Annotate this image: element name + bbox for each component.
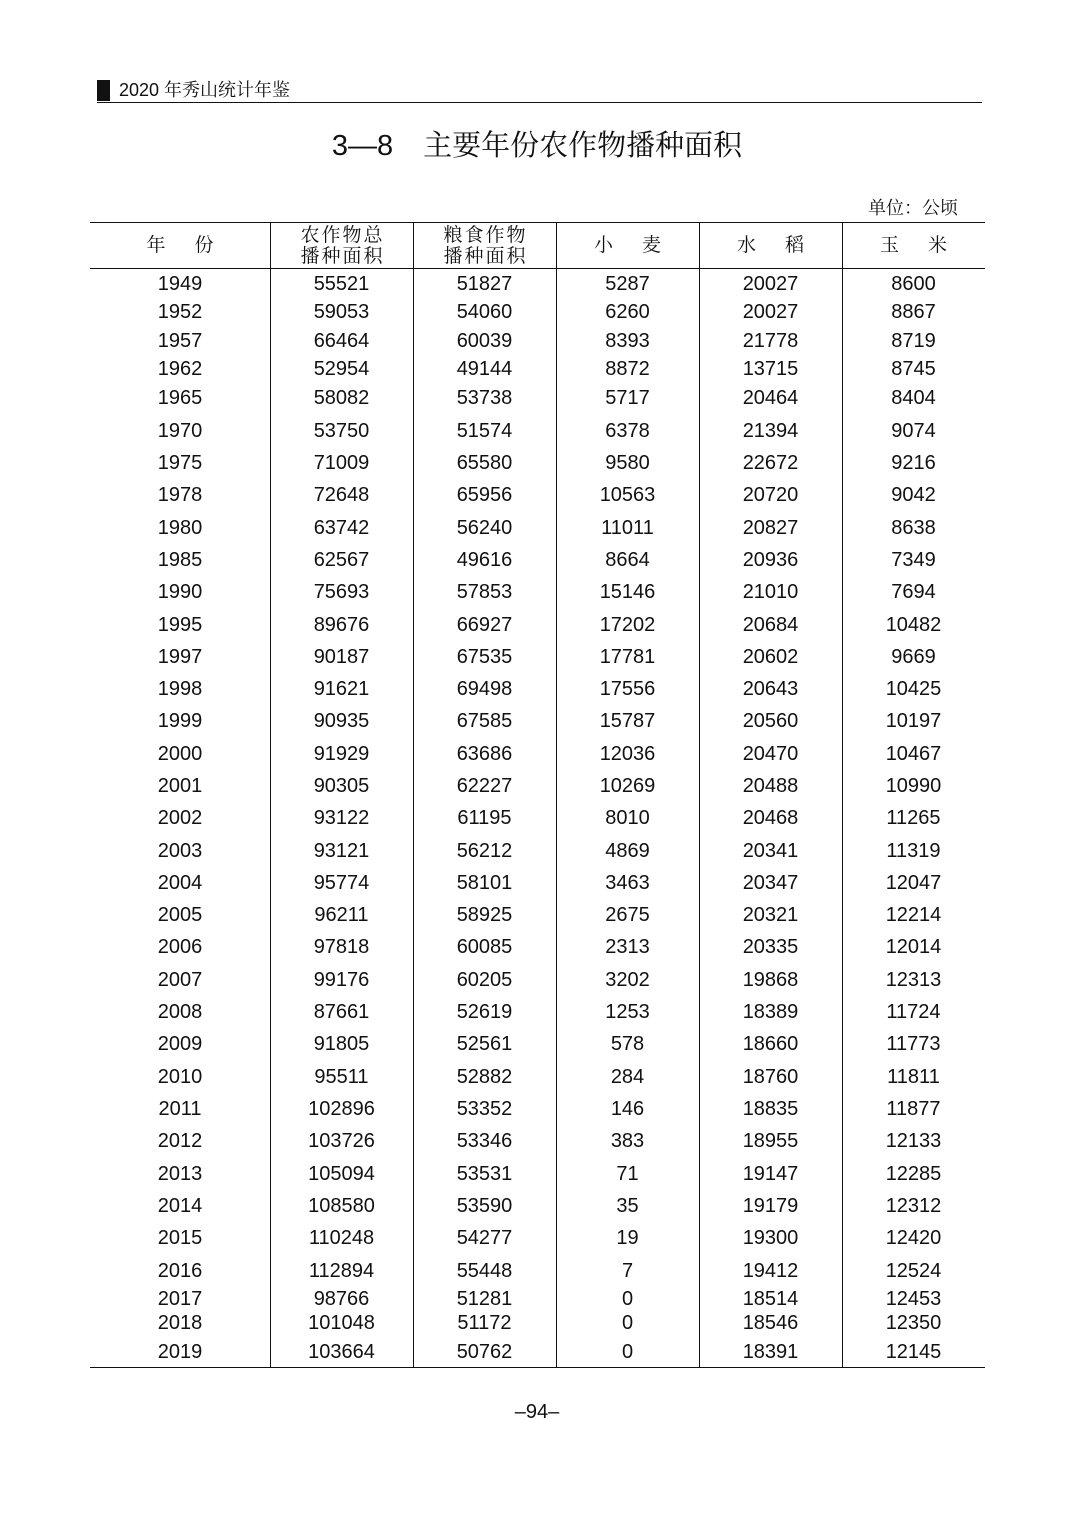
table-title: 主要年份农作物播种面积 [423,130,743,162]
cell-total-sown: 53750 [313,419,370,442]
table-row [90,870,985,896]
cell-wheat: 17202 [599,613,656,636]
table-row [90,1310,985,1336]
cell-total-sown: 90187 [313,645,370,668]
cell-grain-sown: 51281 [456,1287,513,1310]
cell-grain-sown: 55448 [456,1259,513,1282]
cell-rice: 19147 [742,1162,799,1185]
table-row [90,1096,985,1122]
cell-total-sown: 93121 [313,839,370,862]
cell-grain-sown: 53346 [456,1129,513,1152]
cell-wheat: 71 [616,1162,639,1185]
cell-wheat: 15787 [599,709,656,732]
cell-year: 1978 [157,483,203,506]
cell-year: 2006 [157,935,203,958]
cell-total-sown: 89676 [313,613,370,636]
cell-corn: 8745 [891,357,936,380]
header-grain-sown: 粮食作物 播种面积 [443,223,528,267]
cell-wheat: 10563 [599,483,656,506]
header-year: 年 份 [146,234,219,256]
cell-total-sown: 105094 [308,1162,375,1185]
cell-grain-sown: 56240 [456,516,513,539]
cell-total-sown: 72648 [313,483,370,506]
cell-total-sown: 103726 [308,1129,375,1152]
table-row [90,579,985,605]
cell-total-sown: 66464 [313,329,370,352]
cell-wheat: 0 [621,1311,634,1334]
cell-corn: 11773 [886,1032,941,1055]
cell-year: 2001 [157,774,203,797]
cell-year: 1980 [157,516,203,539]
cell-corn: 11811 [887,1065,940,1088]
cell-corn: 11319 [886,839,941,862]
cell-rice: 20321 [742,903,799,926]
cell-grain-sown: 53738 [456,386,513,409]
table-row [90,515,985,541]
cell-year: 2000 [157,742,203,765]
cell-rice: 19412 [742,1259,799,1282]
cell-corn: 8719 [891,329,936,352]
cell-total-sown: 91621 [313,677,370,700]
cell-wheat: 5717 [605,386,650,409]
table-row [90,356,985,382]
cell-rice: 18546 [742,1311,799,1334]
cell-year: 1965 [157,386,203,409]
cell-grain-sown: 50762 [456,1340,513,1363]
cell-corn: 12313 [885,968,942,991]
header-wheat: 小 麦 [593,234,666,256]
cell-total-sown: 97818 [313,935,370,958]
cell-year: 2011 [158,1097,202,1120]
cell-grain-sown: 52561 [456,1032,513,1055]
cell-total-sown: 95511 [314,1065,369,1088]
table-row [90,1225,985,1251]
data-table [90,222,985,1368]
cell-rice: 18660 [742,1032,799,1055]
table-row [90,1128,985,1154]
table-row [90,838,985,864]
cell-total-sown: 110248 [308,1226,375,1249]
cell-year: 1998 [157,677,203,700]
cell-rice: 21778 [742,329,799,352]
cell-total-sown: 99176 [313,968,370,991]
cell-rice: 18760 [742,1065,799,1088]
cell-corn: 10425 [885,677,942,700]
table-row [90,482,985,508]
cell-year: 2014 [157,1194,203,1217]
cell-corn: 12133 [885,1129,942,1152]
header-rice: 水 稻 [736,234,809,256]
cell-grain-sown: 60039 [456,329,513,352]
table-row [90,418,985,444]
cell-rice: 18389 [742,1000,799,1023]
cell-total-sown: 55521 [313,272,370,295]
cell-corn: 9074 [891,419,936,442]
cell-grain-sown: 49616 [456,548,513,571]
cell-year: 1952 [157,300,203,323]
cell-total-sown: 91929 [313,742,370,765]
cell-wheat: 0 [621,1287,634,1310]
cell-year: 2005 [157,903,203,926]
cell-total-sown: 52954 [313,357,370,380]
table-row [90,547,985,573]
cell-grain-sown: 52882 [456,1065,513,1088]
cell-rice: 20560 [742,709,799,732]
cell-total-sown: 98766 [313,1287,370,1310]
running-header-title: 2020 年秀山统计年鉴 [119,80,291,100]
table-row [90,773,985,799]
cell-year: 1949 [157,272,203,295]
cell-rice: 18391 [742,1340,799,1363]
cell-wheat: 4869 [605,839,650,862]
cell-rice: 20347 [742,871,799,894]
cell-wheat: 15146 [599,580,656,603]
cell-year: 2019 [157,1340,203,1363]
cell-corn: 12350 [885,1311,942,1334]
table-row [90,1286,985,1312]
table-row [90,644,985,670]
cell-wheat: 8664 [605,548,650,571]
cell-rice: 20602 [742,645,799,668]
table-row [90,1031,985,1057]
cell-grain-sown: 52619 [456,1000,513,1023]
cell-rice: 21010 [742,580,799,603]
cell-rice: 22672 [742,451,799,474]
cell-total-sown: 58082 [313,386,370,409]
cell-rice: 20936 [742,548,799,571]
cell-total-sown: 71009 [313,451,370,474]
table-row [90,1339,985,1365]
cell-rice: 20464 [742,386,799,409]
cell-wheat: 12036 [599,742,656,765]
cell-wheat: 8393 [605,329,650,352]
cell-total-sown: 93122 [313,806,370,829]
cell-year: 1985 [157,548,203,571]
cell-corn: 12214 [885,903,942,926]
cell-corn: 12047 [885,871,942,894]
cell-year: 2018 [157,1311,203,1334]
cell-wheat: 578 [610,1032,645,1055]
cell-corn: 9216 [891,451,936,474]
cell-corn: 8867 [891,300,936,323]
cell-rice: 20470 [742,742,799,765]
cell-corn: 12014 [885,935,942,958]
cell-corn: 8600 [891,272,936,295]
cell-wheat: 9580 [605,451,650,474]
cell-year: 1962 [157,357,203,380]
cell-grain-sown: 61195 [457,806,512,829]
cell-corn: 8404 [891,386,936,409]
cell-wheat: 19 [616,1226,639,1249]
cell-total-sown: 101048 [308,1311,375,1334]
table-row [90,805,985,831]
cell-rice: 13715 [742,357,799,380]
cell-total-sown: 112894 [308,1259,375,1282]
cell-grain-sown: 60085 [456,935,513,958]
cell-grain-sown: 49144 [456,357,513,380]
running-header-rule [97,102,982,103]
cell-rice: 20827 [742,516,799,539]
cell-year: 1957 [157,329,203,352]
cell-total-sown: 96211 [314,903,369,926]
cell-corn: 11265 [886,806,941,829]
cell-grain-sown: 58101 [456,871,513,894]
cell-total-sown: 62567 [313,548,370,571]
table-number: 3—8 [331,130,394,162]
cell-total-sown: 75693 [313,580,370,603]
cell-grain-sown: 67535 [456,645,513,668]
table-row [90,1161,985,1187]
cell-corn: 7349 [891,548,936,571]
cell-grain-sown: 51574 [456,419,513,442]
cell-grain-sown: 53531 [456,1162,513,1185]
cell-total-sown: 59053 [313,300,370,323]
table-row [90,741,985,767]
cell-year: 1990 [157,580,203,603]
table-row [90,1064,985,1090]
cell-corn: 8638 [891,516,936,539]
cell-grain-sown: 51827 [456,272,513,295]
cell-rice: 20684 [742,613,799,636]
cell-year: 1997 [157,645,203,668]
table-row [90,934,985,960]
cell-total-sown: 87661 [313,1000,370,1023]
cell-corn: 10197 [885,709,942,732]
cell-wheat: 383 [610,1129,645,1152]
cell-grain-sown: 54060 [456,300,513,323]
cell-year: 1999 [157,709,203,732]
page-title [0,128,1074,164]
cell-corn: 10482 [885,613,942,636]
table-row [90,676,985,702]
cell-corn: 11877 [886,1097,941,1120]
cell-rice: 20643 [742,677,799,700]
cell-rice: 20335 [742,935,799,958]
unit-label: 单位：公顷 [868,198,958,218]
cell-grain-sown: 67585 [456,709,513,732]
cell-rice: 21394 [742,419,799,442]
cell-grain-sown: 65956 [456,483,513,506]
cell-grain-sown: 54277 [456,1226,513,1249]
cell-wheat: 2675 [605,903,650,926]
table-row [90,271,985,297]
cell-wheat: 0 [621,1340,634,1363]
cell-corn: 12524 [885,1259,942,1282]
cell-grain-sown: 62227 [456,774,513,797]
cell-wheat: 3463 [605,871,650,894]
cell-wheat: 35 [616,1194,639,1217]
cell-grain-sown: 51172 [457,1311,512,1334]
cell-grain-sown: 58925 [456,903,513,926]
cell-year: 2017 [157,1287,203,1310]
cell-rice: 19179 [742,1194,799,1217]
cell-rice: 20488 [742,774,799,797]
cell-wheat: 17781 [599,645,656,668]
cell-year: 2004 [157,871,203,894]
cell-wheat: 146 [610,1097,645,1120]
cell-wheat: 11011 [601,516,654,539]
cell-total-sown: 102896 [308,1097,375,1120]
table-header-row [90,223,985,269]
cell-rice: 20341 [742,839,799,862]
cell-year: 1995 [157,613,203,636]
table-row [90,328,985,354]
cell-corn: 9669 [891,645,936,668]
cell-wheat: 2313 [605,935,650,958]
cell-wheat: 1253 [605,1000,650,1023]
cell-rice: 20720 [742,483,799,506]
cell-grain-sown: 60205 [456,968,513,991]
cell-year: 2012 [157,1129,203,1152]
cell-total-sown: 95774 [313,871,370,894]
cell-year: 2016 [157,1259,203,1282]
cell-year: 2010 [157,1065,203,1088]
table-row [90,450,985,476]
cell-wheat: 3202 [605,968,650,991]
cell-year: 2007 [157,968,203,991]
cell-total-sown: 63742 [313,516,370,539]
table-row [90,902,985,928]
cell-wheat: 10269 [599,774,656,797]
cell-grain-sown: 53352 [456,1097,513,1120]
running-header-marker [97,80,110,101]
table-row [90,708,985,734]
header-total-sown: 农作物总 播种面积 [300,223,385,267]
cell-corn: 12312 [885,1194,942,1217]
cell-wheat: 8872 [605,357,650,380]
cell-total-sown: 103664 [308,1340,375,1363]
table-row [90,967,985,993]
cell-rice: 20027 [742,300,799,323]
cell-corn: 12453 [885,1287,942,1310]
table-row [90,612,985,638]
cell-rice: 18835 [742,1097,799,1120]
page-number: –94– [514,1401,560,1423]
cell-year: 2009 [157,1032,203,1055]
cell-corn: 7694 [891,580,936,603]
cell-rice: 20027 [742,272,799,295]
cell-corn: 10467 [885,742,942,765]
cell-grain-sown: 65580 [456,451,513,474]
cell-total-sown: 108580 [308,1194,375,1217]
cell-corn: 12145 [885,1340,942,1363]
cell-grain-sown: 69498 [456,677,513,700]
cell-corn: 12285 [885,1162,942,1185]
table-row [90,299,985,325]
table-row [90,1258,985,1284]
cell-corn: 12420 [885,1226,942,1249]
cell-grain-sown: 53590 [456,1194,513,1217]
cell-wheat: 17556 [599,677,656,700]
table-row [90,385,985,411]
header-corn: 玉 米 [879,234,952,256]
cell-rice: 18514 [742,1287,799,1310]
cell-wheat: 6378 [605,419,650,442]
cell-grain-sown: 56212 [456,839,513,862]
cell-year: 2015 [157,1226,203,1249]
cell-corn: 11724 [886,1000,941,1023]
cell-year: 2002 [157,806,203,829]
cell-year: 1970 [157,419,203,442]
cell-grain-sown: 57853 [456,580,513,603]
cell-wheat: 7 [621,1259,634,1282]
table-row [90,999,985,1025]
cell-rice: 18955 [742,1129,799,1152]
cell-rice: 19868 [742,968,799,991]
cell-wheat: 8010 [605,806,650,829]
table-row [90,1193,985,1219]
cell-rice: 20468 [742,806,799,829]
cell-grain-sown: 66927 [456,613,513,636]
cell-rice: 19300 [742,1226,799,1249]
cell-total-sown: 90935 [313,709,370,732]
cell-wheat: 6260 [605,300,650,323]
cell-total-sown: 91805 [313,1032,370,1055]
cell-year: 2008 [157,1000,203,1023]
cell-corn: 10990 [885,774,942,797]
cell-total-sown: 90305 [313,774,370,797]
cell-corn: 9042 [891,483,936,506]
cell-grain-sown: 63686 [456,742,513,765]
cell-year: 1975 [157,451,203,474]
cell-year: 2013 [157,1162,203,1185]
cell-wheat: 284 [610,1065,645,1088]
cell-wheat: 5287 [605,272,650,295]
cell-year: 2003 [157,839,203,862]
